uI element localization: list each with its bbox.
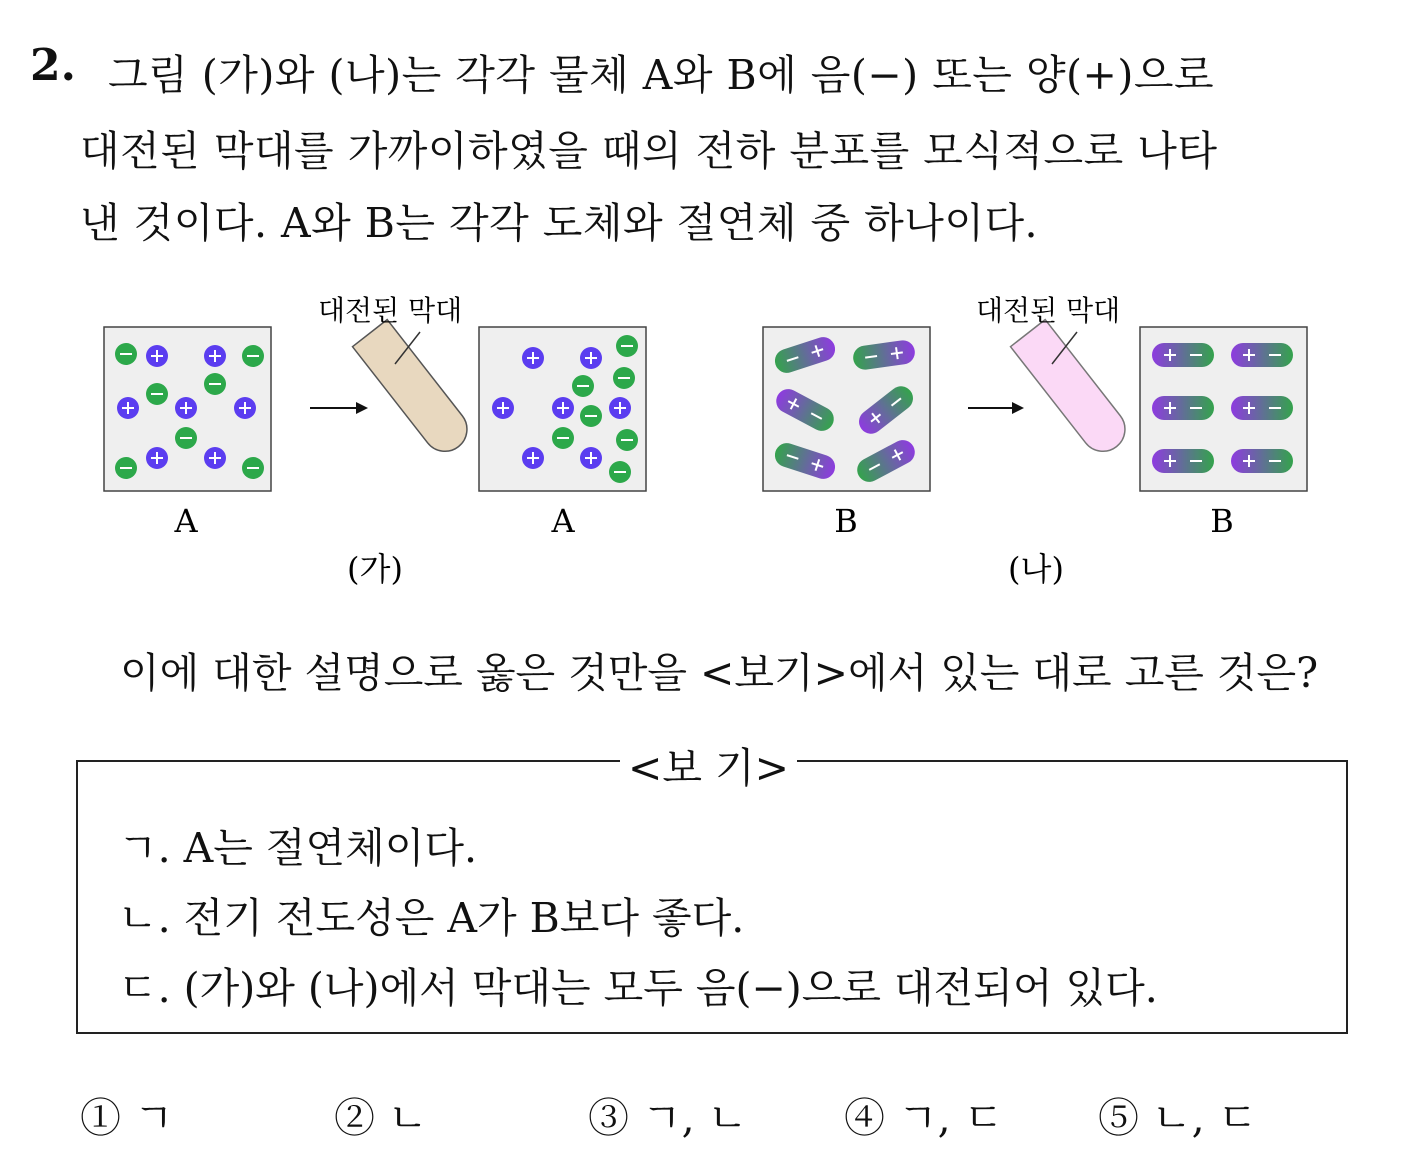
polarized-molecule bbox=[1152, 396, 1214, 420]
positive-charge bbox=[117, 397, 139, 419]
negative-charge bbox=[242, 345, 264, 367]
rod-label-na: 대전된 막대 bbox=[976, 294, 1121, 327]
positive-charge bbox=[522, 347, 544, 369]
negative-charge bbox=[616, 335, 638, 357]
polarized-molecule bbox=[1231, 449, 1293, 473]
statement-nieun: ㄴ. 전기 전도성은 A가 B보다 좋다. bbox=[118, 894, 745, 942]
positive-charge bbox=[492, 397, 514, 419]
question-line-2: 대전된 막대를 가까이하였을 때의 전하 분포를 모식적으로 나타 bbox=[80, 127, 1218, 175]
negative-charge bbox=[175, 427, 197, 449]
question-line-3: 낸 것이다. A와 B는 각각 도체와 절연체 중 하나이다. bbox=[80, 199, 1039, 247]
object-b-label-before: B bbox=[834, 502, 858, 540]
negative-charge bbox=[580, 405, 602, 427]
choice-5[interactable]: ⑤ ㄴ, ㄷ bbox=[1098, 1094, 1258, 1142]
positive-charge bbox=[552, 397, 574, 419]
negative-charge bbox=[146, 383, 168, 405]
charged-rod-na bbox=[1010, 320, 1133, 461]
question-line-1: 그림 (가)와 (나)는 각각 물체 A와 B에 음(−) 또는 양(+)으로 bbox=[108, 51, 1215, 99]
negative-charge bbox=[552, 427, 574, 449]
object-a-label-before: A bbox=[174, 502, 198, 540]
positive-charge bbox=[146, 345, 168, 367]
positive-charge bbox=[234, 397, 256, 419]
polarized-molecule bbox=[1152, 449, 1214, 473]
negative-charge bbox=[613, 367, 635, 389]
polarized-molecule bbox=[1152, 343, 1214, 367]
bogi-title: <보 기> bbox=[620, 735, 797, 794]
negative-charge bbox=[609, 461, 631, 483]
panel-ga-label: (가) bbox=[347, 550, 403, 588]
positive-charge bbox=[204, 447, 226, 469]
arrow-head-na bbox=[1012, 402, 1024, 414]
polarized-molecule bbox=[1231, 396, 1293, 420]
object-b-label-after: B bbox=[1210, 502, 1234, 540]
positive-charge bbox=[580, 447, 602, 469]
question-number: 2. bbox=[30, 40, 76, 91]
positive-charge bbox=[580, 347, 602, 369]
negative-charge bbox=[616, 429, 638, 451]
negative-charge bbox=[242, 457, 264, 479]
negative-charge bbox=[204, 373, 226, 395]
panel-na-label: (나) bbox=[1008, 550, 1064, 588]
positive-charge bbox=[175, 397, 197, 419]
statement-giyeok: ㄱ. A는 절연체이다. bbox=[118, 824, 477, 872]
question-prompt: 이에 대한 설명으로 옳은 것만을 <보기>에서 있는 대로 고른 것은? bbox=[120, 649, 1319, 697]
choice-4[interactable]: ④ ㄱ, ㄷ bbox=[844, 1094, 1004, 1142]
polarized-molecule bbox=[1231, 343, 1293, 367]
object-a-label-after: A bbox=[551, 502, 575, 540]
choice-3[interactable]: ③ ㄱ, ㄴ bbox=[588, 1094, 748, 1142]
positive-charge bbox=[522, 447, 544, 469]
statement-digeut: ㄷ. (가)와 (나)에서 막대는 모두 음(−)으로 대전되어 있다. bbox=[118, 964, 1158, 1012]
positive-charge bbox=[146, 447, 168, 469]
choice-2[interactable]: ② ㄴ bbox=[334, 1094, 428, 1142]
negative-charge bbox=[572, 375, 594, 397]
positive-charge bbox=[609, 397, 631, 419]
charge-distribution-figure bbox=[0, 280, 1403, 600]
rod-label-ga: 대전된 막대 bbox=[318, 294, 463, 327]
choice-1[interactable]: ① ㄱ bbox=[80, 1094, 174, 1142]
negative-charge bbox=[115, 343, 137, 365]
arrow-head-ga bbox=[356, 402, 368, 414]
negative-charge bbox=[115, 457, 137, 479]
positive-charge bbox=[204, 345, 226, 367]
